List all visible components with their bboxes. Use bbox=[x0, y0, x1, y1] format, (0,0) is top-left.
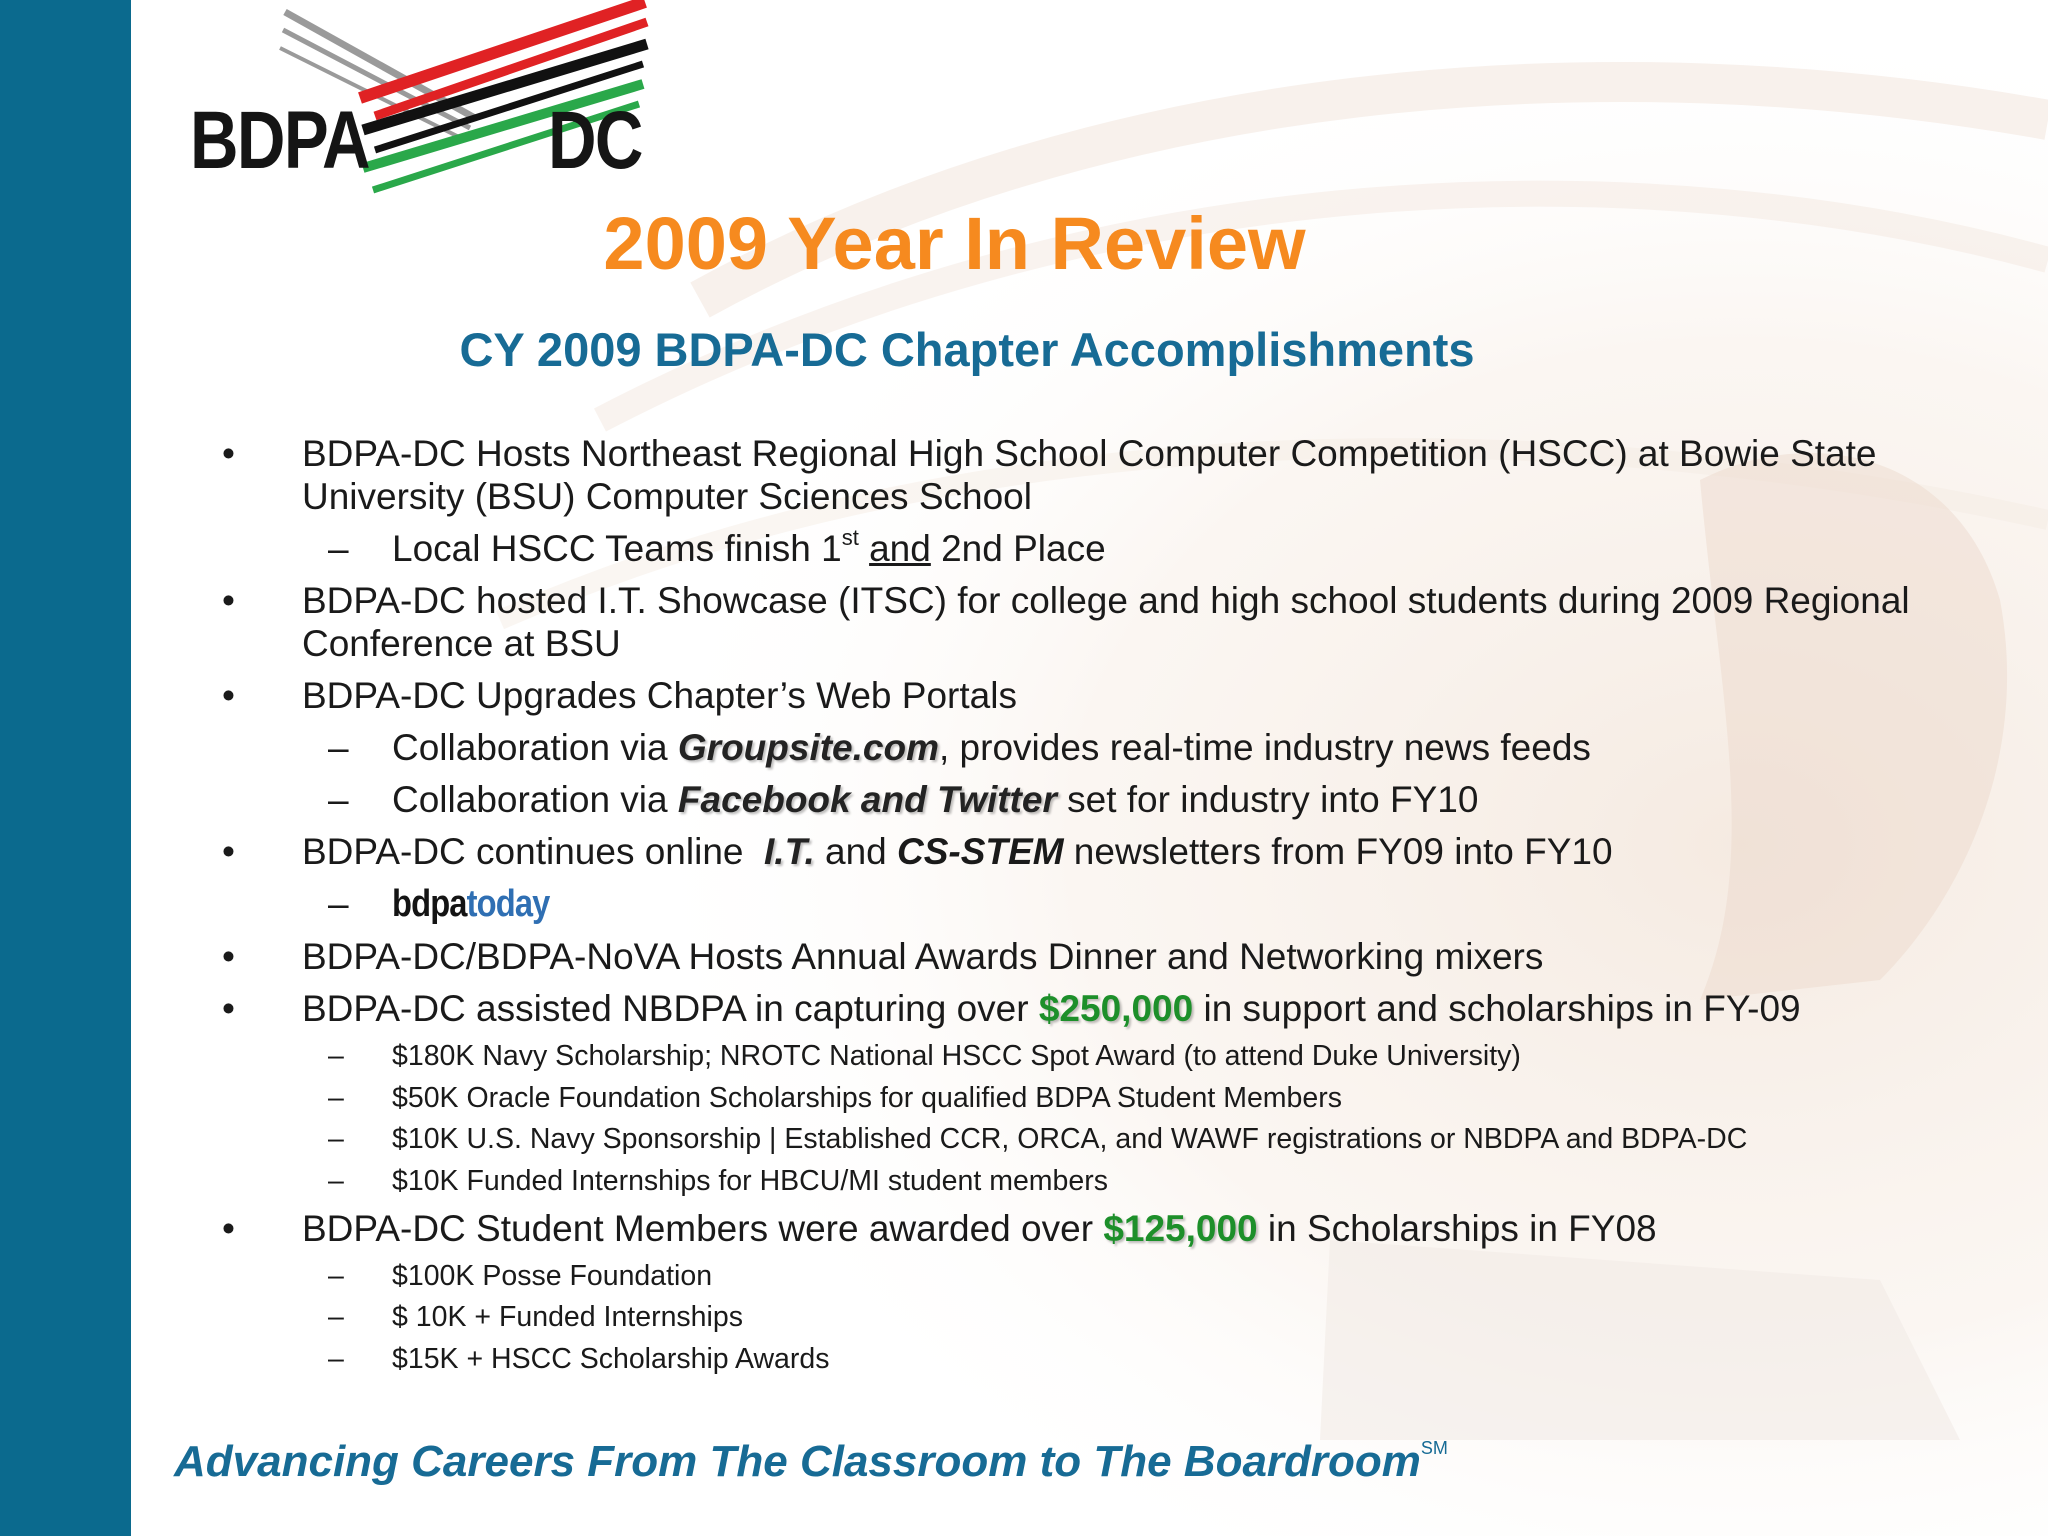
bdpatoday-logo-part-b: today bbox=[466, 883, 550, 925]
sub-item-text: $ 10K + Funded Internships bbox=[392, 1301, 743, 1333]
dash-marker: – bbox=[328, 1081, 344, 1114]
item-text: BDPA-DC/BDPA-NoVA Hosts Annual Awards Dinner and Networking mixers bbox=[302, 936, 1544, 977]
sub-item-text: $180K Navy Scholarship; NROTC National HSCC Spot Award (to attend Duke University) bbox=[392, 1040, 1521, 1072]
dash-marker: – bbox=[328, 1342, 344, 1375]
sub-item-nbdpa bbox=[222, 1040, 1942, 1073]
bullet-marker: • bbox=[222, 936, 235, 977]
bdpatoday-logo-part-a: bdpa bbox=[392, 883, 467, 925]
bullet-marker: • bbox=[222, 433, 235, 474]
sub-item-text: $15K + HSCC Scholarship Awards bbox=[392, 1342, 830, 1375]
sub-item-hscc-result bbox=[222, 527, 1942, 570]
item-text-and: and bbox=[814, 831, 898, 872]
sub-item-text-end: , provides real-time industry news feeds bbox=[939, 727, 1591, 768]
logo-bdpa-text: BDPA bbox=[190, 95, 369, 186]
bullet-marker: • bbox=[222, 988, 235, 1029]
bullet-marker: • bbox=[222, 580, 235, 621]
groupsite-link[interactable]: Groupsite.com bbox=[677, 727, 939, 768]
sub-item-text: Collaboration via bbox=[392, 727, 678, 768]
list-item-portals bbox=[222, 674, 1942, 717]
sub-item-groupsite bbox=[222, 726, 1942, 769]
bullet-marker: • bbox=[222, 1207, 235, 1249]
sub-item-students bbox=[222, 1260, 1942, 1293]
footer-tagline bbox=[174, 1436, 1448, 1488]
list-item-awards bbox=[222, 935, 1942, 978]
list-item-students bbox=[222, 1207, 1942, 1250]
list-item-nbdpa bbox=[222, 987, 1942, 1030]
sub-item-text-end: set for industry into FY10 bbox=[1056, 779, 1479, 820]
dash-marker: – bbox=[328, 1164, 344, 1197]
sub-item-text: $10K U.S. Navy Sponsorship | Established CCR, ORCA, and WAWF registrations or NBDPA and BDPA-DC bbox=[392, 1123, 1748, 1155]
dash-marker: – bbox=[328, 528, 349, 569]
item-text-end: in support and scholarships in FY-09 bbox=[1193, 988, 1801, 1029]
item-text: BDPA-DC Hosts Northeast Regional High School Computer Competition (HSCC) at Bowie State University (BSU) Computer Sciences School bbox=[302, 433, 1877, 517]
sub-item-bdpatoday bbox=[222, 882, 1942, 926]
item-text: BDPA-DC Student Members were awarded over bbox=[302, 1207, 1104, 1249]
item-text: BDPA-DC Upgrades Chapter’s Web Portals bbox=[302, 675, 1017, 716]
dash-marker: – bbox=[328, 1301, 344, 1333]
it-newsletter-link[interactable]: I.T. bbox=[764, 831, 815, 872]
list-item-itsc bbox=[222, 579, 1942, 665]
sub-item-social bbox=[222, 778, 1942, 821]
cs-stem-newsletter: CS-STEM bbox=[897, 831, 1064, 872]
bdpatoday-logo[interactable] bbox=[392, 883, 550, 926]
sub-item-text: Local HSCC Teams finish 1 bbox=[392, 528, 842, 569]
dash-marker: – bbox=[328, 1123, 344, 1155]
item-text: BDPA-DC hosted I.T. Showcase (ITSC) for college and high school students during 2009 Regional Conference at BSU bbox=[302, 580, 1910, 664]
dash-marker: – bbox=[328, 883, 349, 924]
amount-highlight: $250,000 bbox=[1038, 988, 1194, 1029]
item-text: BDPA-DC assisted NBDPA in capturing over bbox=[302, 988, 1039, 1029]
item-text-end: in Scholarships in FY08 bbox=[1257, 1207, 1657, 1249]
dash-marker: – bbox=[328, 1040, 344, 1072]
list-item-newsletters bbox=[222, 830, 1942, 873]
underlined-word: and bbox=[869, 528, 931, 569]
sub-item-text: $50K Oracle Foundation Scholarships for qualified BDPA Student Members bbox=[392, 1081, 1342, 1114]
logo-dc-text: DC bbox=[548, 95, 642, 186]
accomplishments-list bbox=[222, 432, 1942, 1376]
dash-marker: – bbox=[328, 727, 349, 768]
sub-item-text-end: 2nd Place bbox=[941, 528, 1106, 569]
facebook-twitter-link[interactable]: Facebook and Twitter bbox=[677, 779, 1057, 820]
sub-item-text: $10K Funded Internships for HBCU/MI student members bbox=[392, 1164, 1108, 1197]
dash-marker: – bbox=[328, 779, 349, 820]
ordinal-superscript: st bbox=[841, 525, 859, 550]
sub-item-students bbox=[222, 1343, 1942, 1376]
page-subtitle: CY 2009 BDPA-DC Chapter Accomplishments bbox=[459, 323, 1475, 376]
item-text-end: newsletters from FY09 into FY10 bbox=[1063, 831, 1613, 872]
sub-item-nbdpa bbox=[222, 1123, 1942, 1156]
amount-highlight: $125,000 bbox=[1103, 1207, 1258, 1249]
sub-item-text: Collaboration via bbox=[392, 779, 678, 820]
item-text: BDPA-DC continues online bbox=[302, 831, 765, 872]
service-mark: SM bbox=[1420, 1438, 1448, 1458]
sub-item-nbdpa bbox=[222, 1082, 1942, 1115]
left-accent-bar bbox=[0, 0, 131, 1536]
bullet-marker: • bbox=[222, 675, 235, 716]
list-item-hscc bbox=[222, 432, 1942, 518]
sub-item-students bbox=[222, 1301, 1942, 1334]
dash-marker: – bbox=[328, 1259, 344, 1292]
sub-item-nbdpa bbox=[222, 1165, 1942, 1198]
bullet-marker: • bbox=[222, 831, 235, 872]
sub-item-text: $100K Posse Foundation bbox=[392, 1259, 713, 1292]
page-title: 2009 Year In Review bbox=[603, 202, 1306, 285]
footer-text: Advancing Careers From The Classroom to The Boardroom bbox=[174, 1437, 1421, 1486]
